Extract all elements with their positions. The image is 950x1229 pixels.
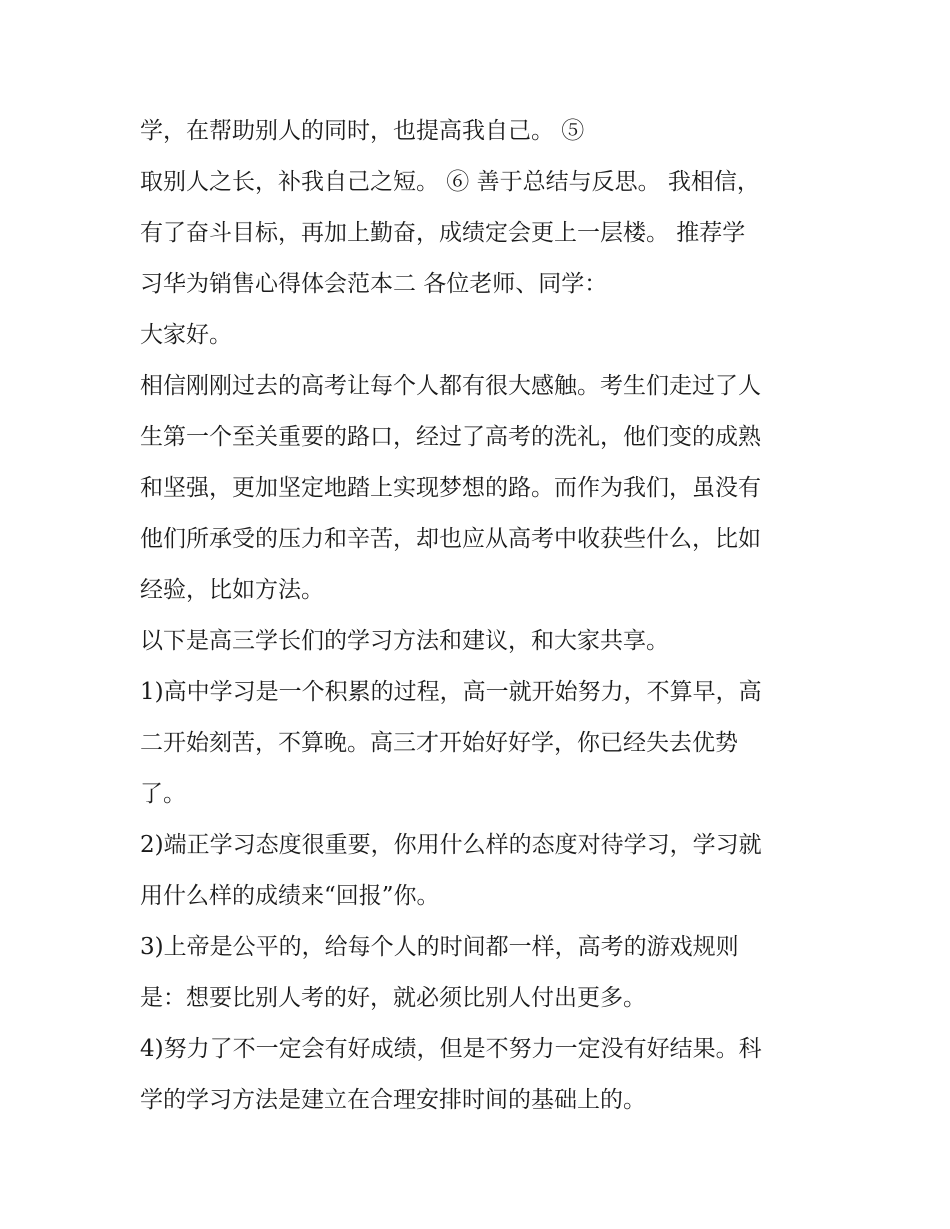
text-line: 大家好。 — [140, 322, 232, 348]
text-line: 3)上帝是公平的，给每个人的时间都一样，高考的游戏规则 — [140, 934, 739, 960]
text-line: 学的学习方法是建立在合理安排时间的基础上的。 — [140, 1087, 646, 1113]
text-line: 用什么样的成绩来“回报”你。 — [140, 883, 440, 909]
text-line: 1)高中学习是一个积累的过程，高一就开始努力，不算早，高 — [140, 679, 762, 705]
text-line: 经验，比如方法。 — [140, 577, 324, 603]
document-body — [140, 106, 830, 1126]
text-line: 二开始刻苦，不算晚。高三才开始好好学，你已经失去优势 — [140, 730, 738, 756]
text-line: 有了奋斗目标，再加上勤奋，成绩定会更上一层楼。 推荐学 — [140, 220, 746, 246]
text-line: 生第一个至关重要的路口，经过了高考的洗礼，他们变的成熟 — [140, 424, 761, 450]
text-line: 了。 — [140, 781, 186, 807]
text-line: 学，在帮助别人的同时，也提高我自己。 ⑤ — [140, 118, 585, 144]
text-line: 2)端正学习态度很重要，你用什么样的态度对待学习，学习就 — [140, 832, 762, 858]
text-line: 他们所承受的压力和辛苦，却也应从高考中收获些什么，比如 — [140, 526, 761, 552]
text-line: 4)努力了不一定会有好成绩，但是不努力一定没有好结果。科 — [140, 1036, 762, 1062]
text-line: 取别人之长，补我自己之短。 ⑥ 善于总结与反思。 我相信， — [140, 169, 760, 195]
text-line: 以下是高三学长们的学习方法和建议，和大家共享。 — [140, 628, 669, 654]
text-line: 相信刚刚过去的高考让每个人都有很大感触。考生们走过了人 — [140, 373, 761, 399]
text-line: 习华为销售心得体会范本二 各位老师、同学： — [140, 271, 608, 297]
text-line: 和坚强，更加坚定地踏上实现梦想的路。而作为我们，虽没有 — [140, 475, 761, 501]
text-line: 是：想要比别人考的好，就必须比别人付出更多。 — [140, 985, 646, 1011]
